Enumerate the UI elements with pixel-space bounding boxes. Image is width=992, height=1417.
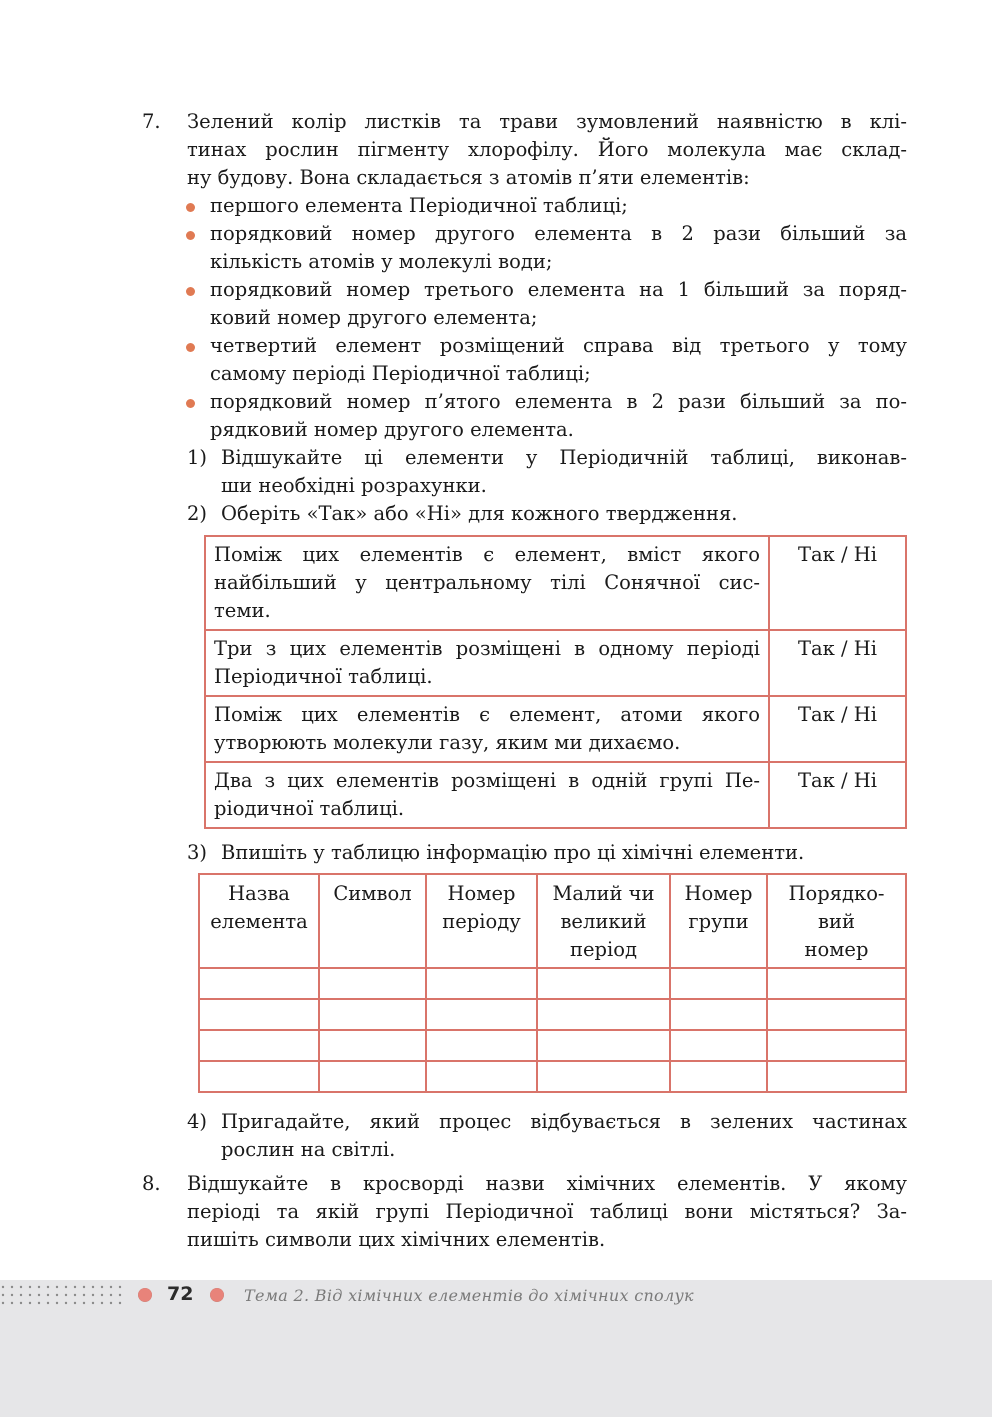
bullet-icon [186,231,195,240]
table-cell[interactable] [670,1061,767,1092]
answer-cell[interactable]: Так / Ні [769,696,906,762]
table-cell[interactable] [199,968,319,999]
table-cell[interactable] [537,1061,670,1092]
table-cell[interactable] [199,1061,319,1092]
bullet-line: першого елемента Періодичної таблиці; [210,194,628,217]
bullet-item [210,332,907,388]
answer-cell[interactable]: Так / Ні [769,630,906,696]
statements-table [204,535,907,829]
column-header-group [670,874,767,968]
statement-line: Поміж цих елементів є елемент, вміст якого [214,543,760,566]
table-cell[interactable] [426,968,537,999]
table-header-row [199,874,906,968]
table-cell[interactable] [767,999,906,1030]
header-line: період [569,938,637,961]
subtask-4-number: 4) [187,1110,208,1133]
column-header-symbol [319,874,426,968]
table-cell[interactable] [537,1030,670,1061]
bullet-line: четвертий елемент розміщений справа від третього у тому [210,334,907,357]
task-8-line: пишіть символи цих хімічних елементів. [187,1228,606,1251]
statement-line: Періодичної таблиці. [214,665,433,688]
footer-dot-icon [210,1288,224,1302]
table-row [199,968,906,999]
statement-line: Поміж цих елементів є елемент, атоми якого [214,703,760,726]
table-cell[interactable] [199,999,319,1030]
bullet-icon [186,203,195,212]
statement-cell [205,536,769,630]
table-row [199,999,906,1030]
header-line: великий [560,910,647,933]
answer-cell[interactable]: Так / Ні [769,762,906,828]
answer-cell[interactable]: Так / Ні [769,536,906,630]
task-8-number: 8. [142,1172,161,1195]
bullet-icon [186,287,195,296]
table-cell[interactable] [319,999,426,1030]
header-line: вий [818,910,855,933]
subtask-1-number: 1) [187,446,208,469]
statement-line: Три з цих елементів розміщені в одному періоді [214,637,760,660]
subtask-line: Пригадайте, який процес відбувається в зелених частинах [221,1110,907,1133]
column-header-atomic-number [767,874,906,968]
bullet-line: порядковий номер третього елемента на 1 більший за поряд- [210,278,907,301]
task-7-intro [187,108,907,192]
header-line: Символ [333,882,412,905]
table-cell[interactable] [426,999,537,1030]
task-7-intro-line: тинах рослин пігменту хлорофілу. Його молекула має склад- [187,138,907,161]
task-7-number: 7. [142,110,161,133]
table-cell[interactable] [767,968,906,999]
bullet-line: порядковий номер п’ятого елемента в 2 рази більший за по- [210,390,907,413]
header-line: Малий чи [552,882,655,905]
elements-info-table [198,873,907,1093]
header-line: Порядко- [788,882,885,905]
statement-cell [205,630,769,696]
table-cell[interactable] [426,1030,537,1061]
table-cell[interactable] [426,1061,537,1092]
statement-cell [205,762,769,828]
bullet-item [210,388,907,444]
table-cell[interactable] [537,999,670,1030]
column-header-name [199,874,319,968]
topic-title: Тема 2. Від хімічних елементів до хімічних сполук [244,1286,694,1305]
subtask-3-text [221,839,907,867]
statement-line: найбільший у центральному тілі Сонячної сис- [214,571,760,594]
bullet-line: порядковий номер другого елемента в 2 рази більший за [210,222,907,245]
header-line: групи [688,910,749,933]
bullet-icon [186,343,195,352]
bullet-line: самому періоді Періодичної таблиці; [210,362,591,385]
table-row [199,1061,906,1092]
column-header-period-size [537,874,670,968]
bullet-line: рядковий номер другого елемента. [210,418,574,441]
table-cell[interactable] [670,1030,767,1061]
header-line: номер [804,938,869,961]
subtask-line: ши необхідні розрахунки. [221,474,487,497]
header-line: періоду [442,910,521,933]
subtask-3-number: 3) [187,841,208,864]
table-row [205,536,906,630]
header-line: Назва [228,882,290,905]
table-cell[interactable] [670,999,767,1030]
task-7-intro-line: ну будову. Вона складається з атомів п’яти елементів: [187,166,750,189]
dot-pattern-decoration [0,1284,130,1312]
subtask-line: Відшукайте ці елементи у Періодичній таблиці, виконав- [221,446,907,469]
bullet-icon [186,399,195,408]
subtask-2-text [221,500,907,528]
bullet-line: ковий номер другого елемента; [210,306,538,329]
task-8-line: Відшукайте в кросворді назви хімічних елементів. У якому [187,1172,907,1195]
table-row [199,1030,906,1061]
table-cell[interactable] [319,1030,426,1061]
statement-cell [205,696,769,762]
task-7-intro-line: Зелений колір листків та трави зумовлений наявністю в клі- [187,110,907,133]
task-8-line: періоді та якій групі Періодичної таблиці вони містяться? За- [187,1200,907,1223]
subtask-4-text [221,1108,907,1164]
subtask-line: рослин на світлі. [221,1138,396,1161]
table-cell[interactable] [670,968,767,999]
statement-line: утворюють молекули газу, яким ми дихаємо. [214,731,681,754]
statement-line: ріодичної таблиці. [214,797,405,820]
column-header-period [426,874,537,968]
statement-line: теми. [214,599,271,622]
table-cell[interactable] [767,1030,906,1061]
subtask-line: Оберіть «Так» або «Ні» для кожного твердження. [221,502,738,525]
bullet-line: кількість атомів у молекулі води; [210,250,553,273]
header-line: Номер [684,882,753,905]
table-row [205,630,906,696]
bullet-item [210,192,907,220]
header-line: елемента [210,910,308,933]
page-number: 72 [167,1283,194,1305]
subtask-1-text [221,444,907,500]
table-cell[interactable] [199,1030,319,1061]
statement-line: Два з цих елементів розміщені в одній групі Пе- [214,769,760,792]
table-cell[interactable] [537,968,670,999]
footer-dot-icon [138,1288,152,1302]
table-cell[interactable] [319,968,426,999]
subtask-line: Впишіть у таблицю інформацію про ці хімічні елементи. [221,841,805,864]
table-row [205,762,906,828]
header-line: Номер [447,882,516,905]
table-row [205,696,906,762]
task-8-text [187,1170,907,1254]
table-cell[interactable] [319,1061,426,1092]
bullet-item [210,220,907,276]
table-cell[interactable] [767,1061,906,1092]
bullet-item [210,276,907,332]
subtask-2-number: 2) [187,502,208,525]
